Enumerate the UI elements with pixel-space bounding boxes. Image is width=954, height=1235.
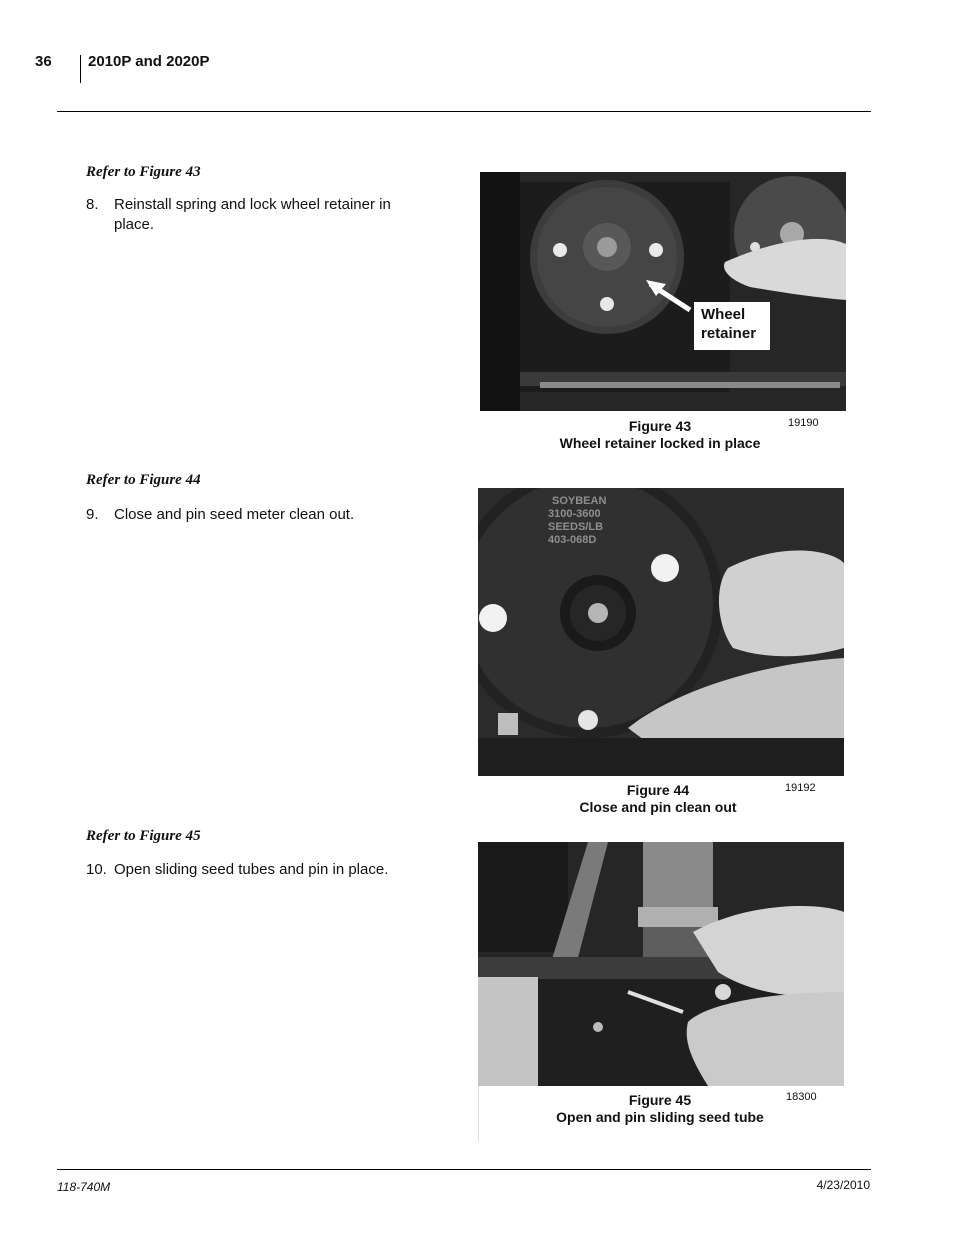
- wheel-retainer-callout: Wheel retainer: [694, 302, 770, 350]
- step-number: 8.: [86, 196, 99, 213]
- svg-text:SEEDS/LB: SEEDS/LB: [548, 521, 604, 533]
- refer-figure-44: Refer to Figure 44: [86, 472, 201, 488]
- step-9: [86, 505, 416, 525]
- figure-43-photo: [480, 172, 846, 411]
- page-number: 36: [35, 53, 52, 70]
- step-number: 9.: [86, 506, 99, 523]
- step-text: Close and pin seed meter clean out.: [114, 506, 355, 523]
- footer-doc-number: 118-740M: [57, 1180, 111, 1194]
- svg-text:3100-3600: 3100-3600: [548, 508, 601, 520]
- svg-text:403-068D: 403-068D: [548, 534, 597, 546]
- document-title: 2010P and 2020P: [88, 53, 210, 70]
- header-divider: [80, 55, 81, 83]
- header-rule: [57, 111, 871, 112]
- figure-43-id: 19190: [788, 417, 819, 429]
- svg-text:SOYBEAN: SOYBEAN: [552, 495, 607, 507]
- refer-figure-43: Refer to Figure 43: [86, 164, 201, 180]
- step-10: [86, 860, 416, 880]
- step-number: 10.: [86, 861, 107, 878]
- step-8: [86, 195, 416, 235]
- refer-figure-45: Refer to Figure 45: [86, 828, 201, 844]
- figure-44-photo: [478, 488, 844, 776]
- figure-43-caption: Figure 43 Wheel retainer locked in place: [559, 418, 761, 451]
- footer-rule: [57, 1169, 871, 1170]
- step-text: Reinstall spring and lock wheel retainer in place.: [114, 196, 391, 233]
- figure-45-id: 18300: [786, 1091, 817, 1103]
- step-text: Open sliding seed tubes and pin in place.: [114, 861, 389, 878]
- figure-45-caption: Figure 45 Open and pin sliding seed tube: [556, 1092, 764, 1125]
- figure-44-caption: Figure 44 Close and pin clean out: [579, 782, 737, 815]
- figure-45-photo: [478, 842, 844, 1086]
- figure-45-frame: [478, 1086, 479, 1142]
- figure-44-id: 19192: [785, 782, 816, 794]
- footer-date: 4/23/2010: [816, 1178, 870, 1192]
